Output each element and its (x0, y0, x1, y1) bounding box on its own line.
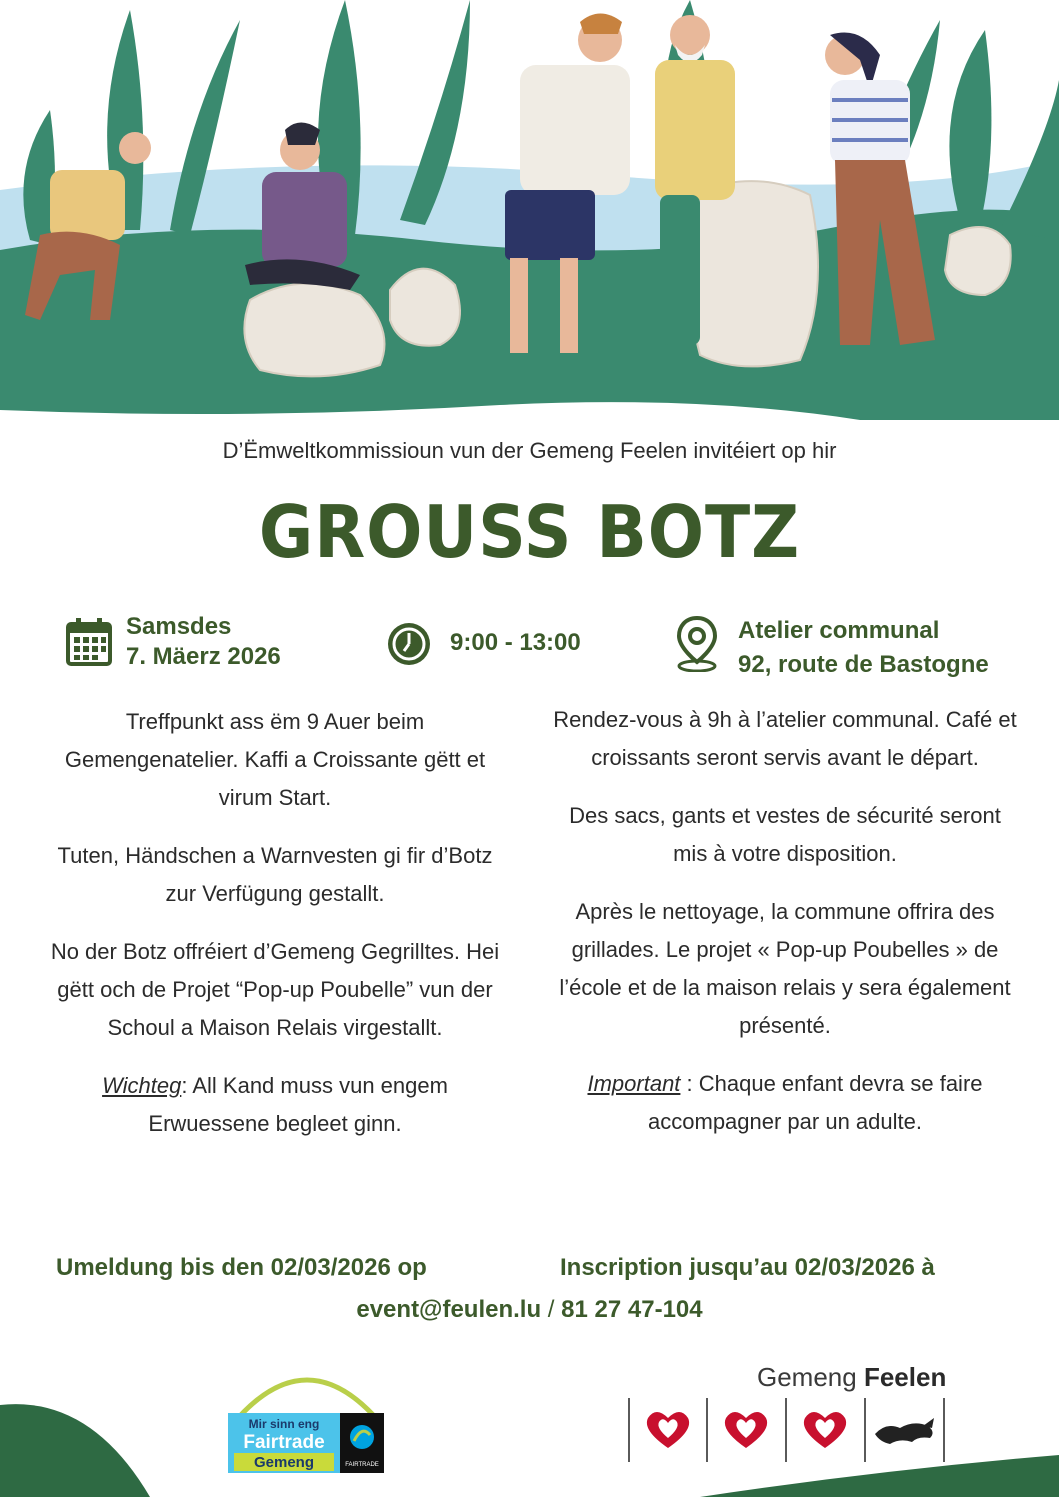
intro-text: D’Ëmweltkommissioun vun der Gemeng Feelen invitéiert op hir (222, 438, 837, 463)
fr-important-label: Important (587, 1071, 681, 1096)
fr-important-note (550, 1065, 1020, 1141)
event-time: 9:00 - 13:00 (450, 629, 581, 656)
lb-important-text: : All Kand muss vun engem Erwuessene begleet ginn. (148, 1073, 448, 1136)
date-weekday: Samsdes (126, 613, 232, 640)
location-name: Atelier communal (738, 617, 940, 644)
fr-meeting-text: Rendez-vous à 9h à l’atelier communal. Café et croissants seront servis avant le départ. (553, 707, 1017, 770)
contact-line (0, 1296, 1059, 1324)
fr-grill-text: Après le nettoyage, la commune offrira des grillades. Le projet « Pop-up Poubelles » de l’école et de la maison relais y sera également présenté. (559, 899, 1011, 1038)
fairtrade-logo (228, 1355, 386, 1475)
hero-illustration (0, 0, 1059, 420)
lb-equipment-text: Tuten, Händschen a Warnvesten gi fir d’Botz zur Verfügung gestallt. (57, 843, 493, 906)
clock-icon (385, 620, 433, 673)
commune-name (757, 1362, 946, 1393)
lb-important-label: Wichteg (102, 1073, 182, 1098)
fairtrade-line2: Fairtrade (243, 1432, 325, 1453)
date-day: 7. Mäerz 2026 (126, 643, 281, 670)
page-title: GROUSS BOTZ (258, 490, 801, 574)
lb-important-note (40, 1067, 510, 1143)
fr-equipment-text: Des sacs, gants et vestes de sécurité seront mis à votre disposition. (569, 803, 1001, 866)
calendar-icon (66, 618, 112, 671)
contact-phone[interactable]: 81 27 47-104 (561, 1296, 703, 1323)
commune-prefix: Gemeng (757, 1362, 857, 1392)
heart-crest-icon (647, 1412, 689, 1448)
lb-column (40, 703, 510, 1163)
fairtrade-line3: Gemeng (253, 1454, 315, 1471)
fairtrade-line1: Mir sinn eng (248, 1417, 320, 1431)
event-location (738, 614, 989, 682)
fr-important-text: : Chaque enfant devra se faire accompagner par un adulte. (648, 1071, 983, 1134)
contact-separator: / (541, 1296, 562, 1323)
commune-title: Feelen (863, 1362, 947, 1392)
dragon-crest-icon (875, 1418, 934, 1444)
lb-grill-text: No der Botz offréiert d’Gemeng Gegrilltes. Hei gëtt och de Projet “Pop-up Poubelle” vun der Schoul a Maison Relais virgestallt. (50, 939, 500, 1040)
event-date (126, 612, 281, 672)
location-address: 92, route de Bastogne (738, 651, 989, 678)
fairtrade-mark: FAIRTRADE (345, 1462, 379, 1468)
fr-registration: Inscription jusqu’au 02/03/2026 à (560, 1254, 935, 1281)
lb-meeting-text: Treffpunkt ass ëm 9 Auer beim Gemengenatelier. Kaffi a Croissante gëtt et virum Start. (64, 709, 486, 810)
lb-registration: Umeldung bis den 02/03/2026 op (56, 1254, 427, 1281)
contact-email[interactable]: event@feulen.lu (356, 1296, 542, 1323)
location-pin-icon (675, 616, 719, 677)
commune-crests (628, 1398, 946, 1462)
fr-column (550, 701, 1020, 1161)
